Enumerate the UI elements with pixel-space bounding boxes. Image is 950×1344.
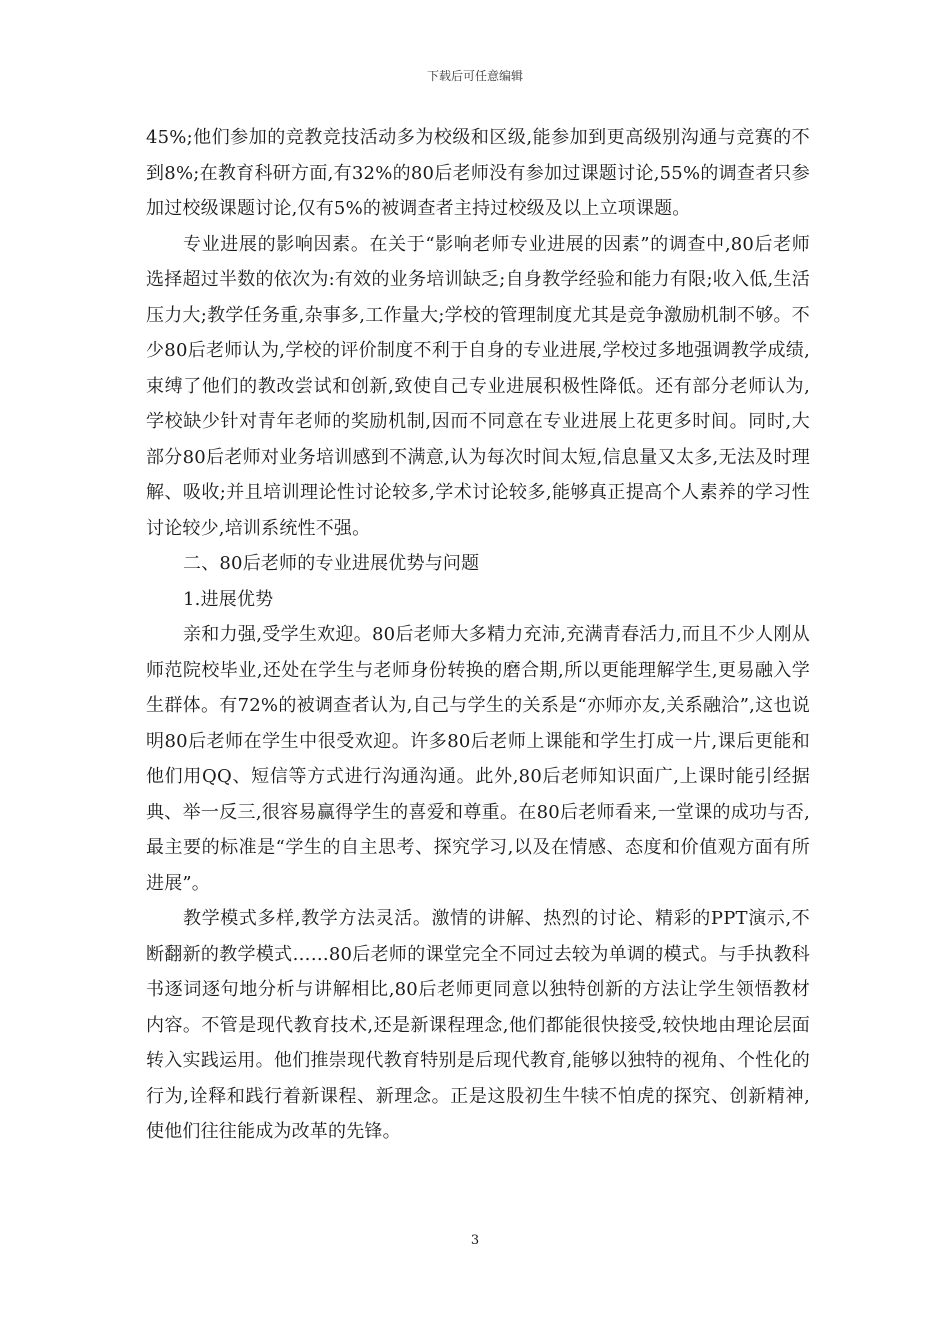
paragraph: 教学模式多样,教学方法灵活。激情的讲解、热烈的讨论、精彩的PPT演示,不断翻新的教学模式……80后老师的课堂完全不同过去较为单调的模式。与手执教科书逐词逐句地分析与讲解相比,80后老师更同意以独特创新的方法让学生领悟教材内容。不管是现代教育技术,还是新课程理念,他们都能很快接受,较快地由理论层面转入实践运用。他们推崇现代教育特别是后现代教育,能够以独特的视角、个性化的行为,诠释和践行着新课程、新理念。正是这股初生牛犊不怕虎的探究、创新精神,使他们往往能成为改革的先锋。 bbox=[146, 908, 810, 1142]
paragraph: 45%;他们参加的竞教竞技活动多为校级和区级,能参加到更高级别沟通与竞赛的不到8%;在教育科研方面,有32%的80后老师没有参加过课题讨论,55%的调查者只参加过校级课题讨论,仅有5%的被调查者主持过校级及以上立项课题。 bbox=[146, 127, 810, 219]
section-heading: 二、80后老师的专业进展优势与问题 bbox=[183, 553, 480, 574]
paragraph: 亲和力强,受学生欢迎。80后老师大多精力充沛,充满青春活力,而且不少人刚从师范院校毕业,还处在学生与老师身份转换的磨合期,所以更能理解学生,更易融入学生群体。有72%的被调查者认为,自己与学生的关系是“亦师亦友,关系融洽”,这也说明80后老师在学生中很受欢迎。许多80后老师上课能和学生打成一片,课后更能和他们用QQ、短信等方式进行沟通沟通。此外,80后老师知识面广,上课时能引经据典、举一反三,很容易赢得学生的喜爱和尊重。在80后老师看来,一堂课的成功与否,最主要的标准是“学生的自主思考、探究学习,以及在情感、态度和价值观方面有所进展”。 bbox=[146, 624, 810, 894]
page-number: 3 bbox=[470, 1233, 480, 1248]
document-body bbox=[146, 120, 810, 1150]
paragraph: 专业进展的影响因素。在关于“影响老师专业进展的因素”的调查中,80后老师选择超过半数的依次为:有效的业务培训缺乏;自身教学经验和能力有限;收入低,生活压力大;教学任务重,杂事多,工作量大;学校的管理制度尤其是竞争激励机制不够。不少80后老师认为,学校的评价制度不利于自身的专业进展,学校过多地强调教学成绩,束缚了他们的教改尝试和创新,致使自己专业进展积极性降低。还有部分老师认为,学校缺少针对青年老师的奖励机制,因而不同意在专业进展上花更多时间。同时,大部分80后老师对业务培训感到不满意,认为每次时间太短,信息量又太多,无法及时理解、吸收;并且培训理论性讨论较多,学术讨论较多,能够真正提高个人素养的学习性讨论较少,培训系统性不强。 bbox=[146, 233, 810, 539]
page-header: 下载后可任意编辑 bbox=[426, 69, 523, 83]
subsection-heading: 1.进展优势 bbox=[183, 588, 274, 610]
